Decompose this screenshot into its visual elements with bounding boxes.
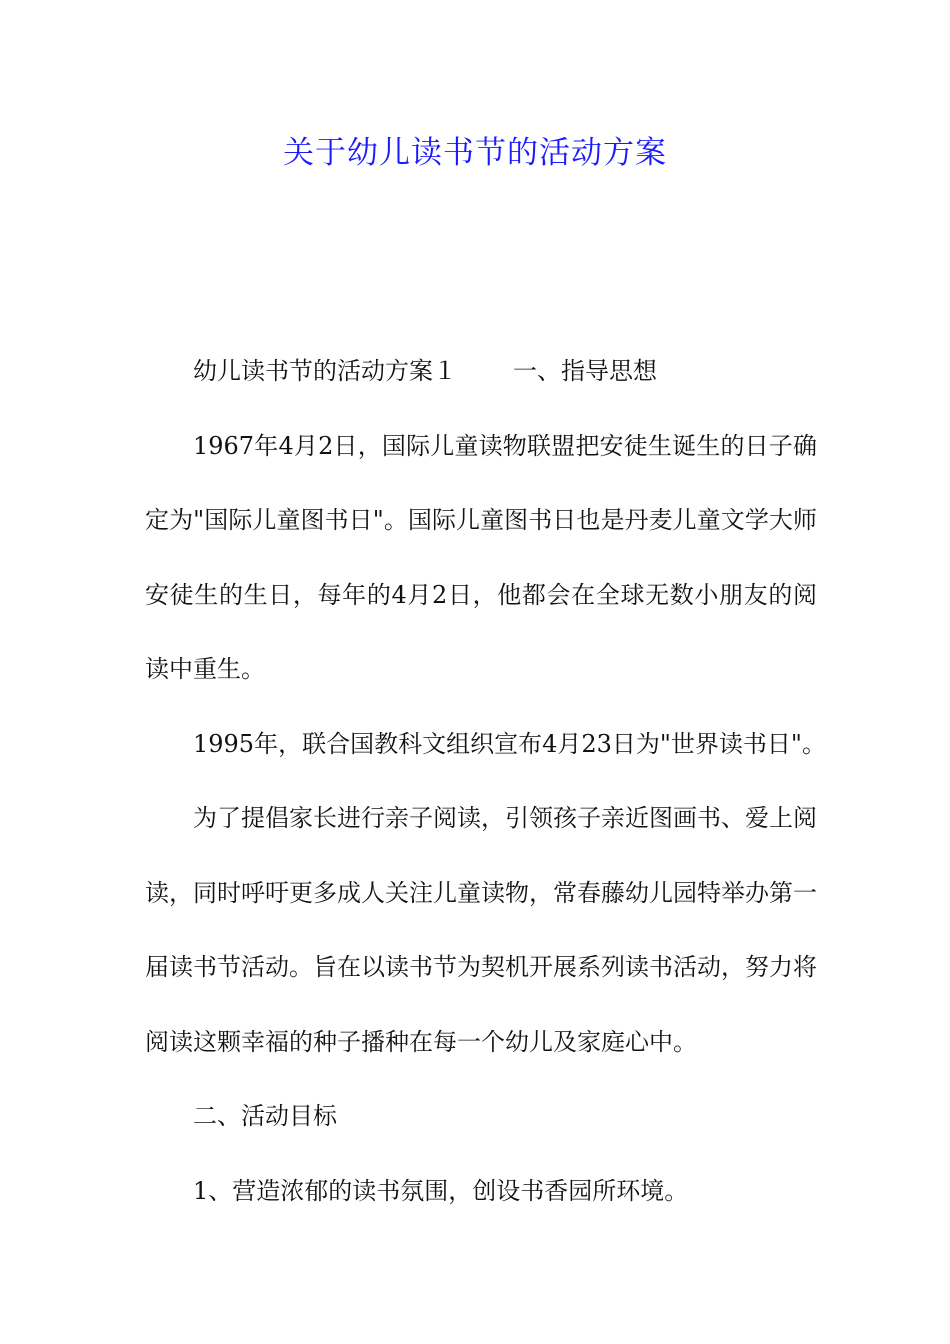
document-body — [145, 334, 826, 1228]
paragraph-world-book-day: 1995年，联合国教科文组织宣布4月23日为"世界读书日"。 — [193, 729, 826, 758]
paragraph-children-book-day: 1967年4月2日，国际儿童读物联盟把安徒生诞生的日子确定为"国际儿童图书日"。国际儿童图书日也是丹麦儿童文学大师安徒生的生日，每年的4月2日，他都会在全球无数小朋友的阅读中重生。 — [145, 431, 817, 683]
paragraph-goal-1: 1、营造浓郁的读书氛围，创设书香园所环境。 — [193, 1176, 689, 1205]
document-title: 关于幼儿读书节的活动方案 — [283, 135, 667, 171]
plan-heading-label: 幼儿读书节的活动方案１ — [193, 357, 457, 385]
section-heading-guiding-thought: 一、指导思想 — [513, 357, 657, 385]
paragraph-plan-heading — [145, 334, 817, 409]
section-heading-activity-goals: 二、活动目标 — [193, 1102, 337, 1130]
paragraph-purpose: 为了提倡家长进行亲子阅读，引领孩子亲近图画书、爱上阅读，同时呼吁更多成人关注儿童读物，常春藤幼儿园特举办第一届读书节活动。旨在以读书节为契机开展系列读书活动，努力将阅读这颗幸福的种子播种在每一个幼儿及家庭心中。 — [145, 804, 817, 1056]
